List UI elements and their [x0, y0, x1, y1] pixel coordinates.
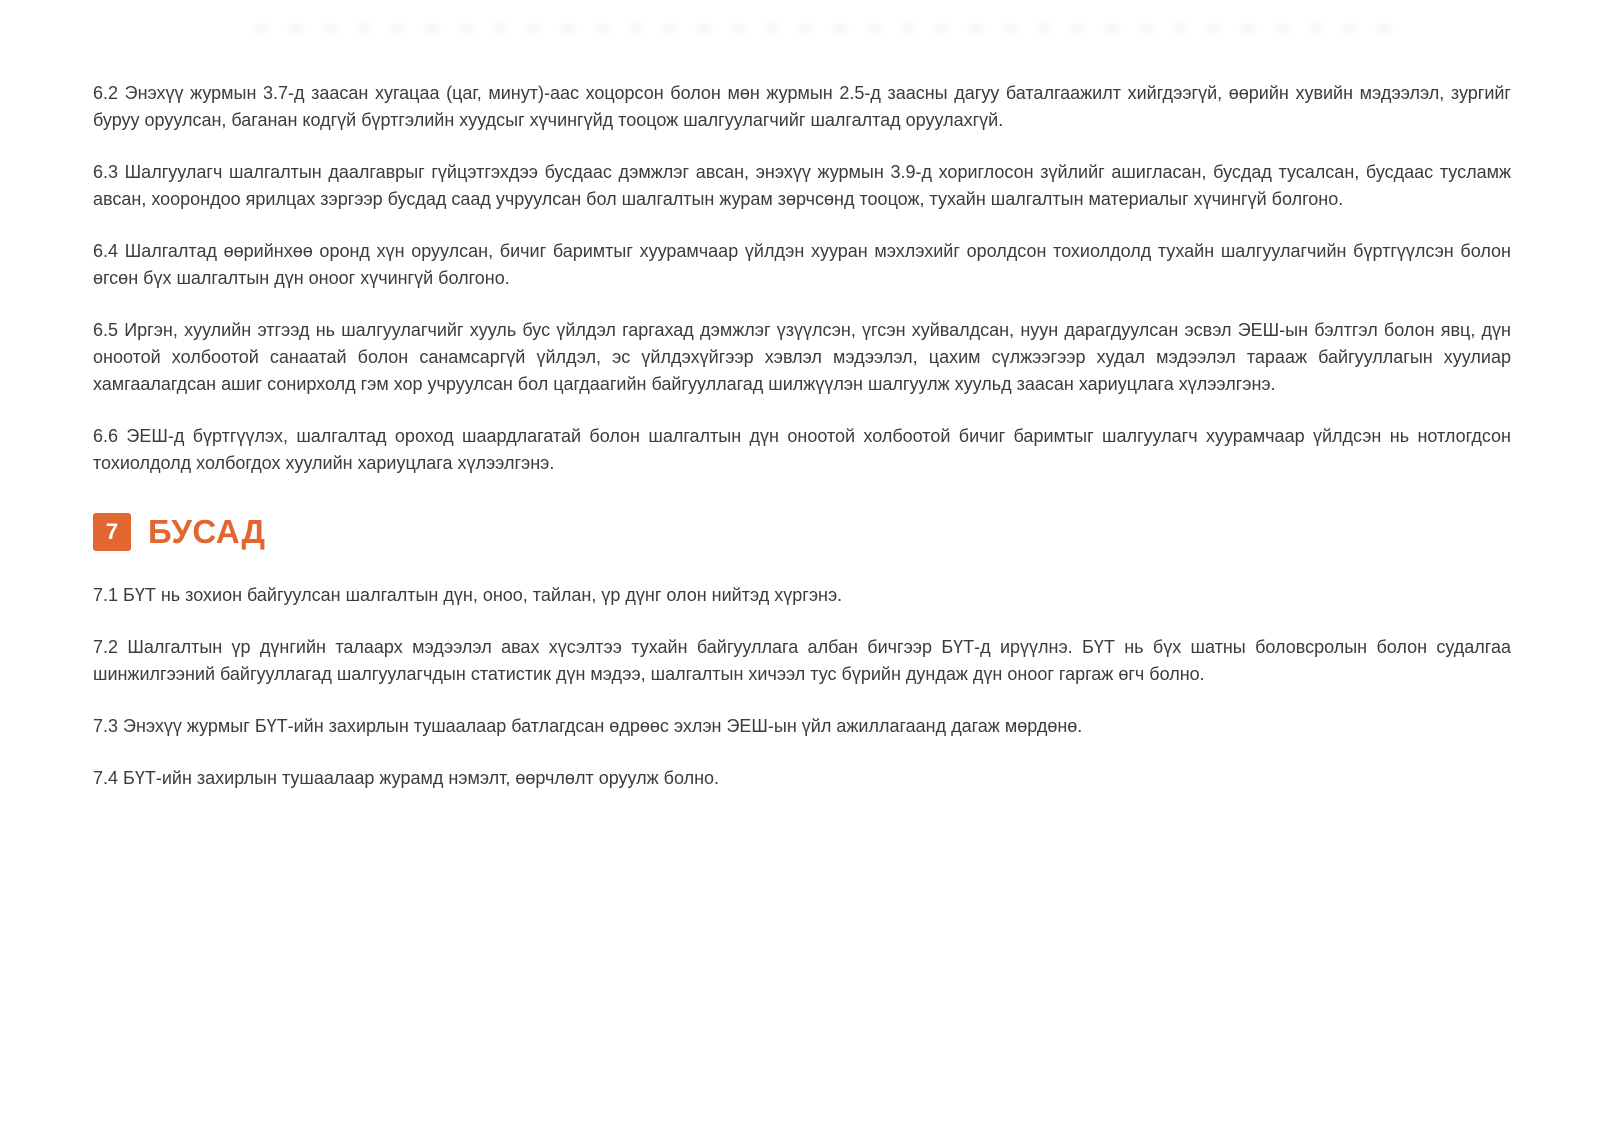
section-7-header: [93, 513, 1511, 551]
clause-6-4: 6.4 Шалгалтад өөрийнхөө оронд хүн оруулсан, бичиг баримтыг хуурамчаар үйлдэн хууран мэхлэхийг оролдсон тохиолдолд тухайн шалгуулагчийн бүртгүүлсэн болон өгсөн бүх шалгалтын дүн оноог хүчингүй болгоно.: [93, 241, 1511, 288]
clause-7-3: 7.3 Энэхүү журмыг БҮТ-ийн захирлын тушаалаар батлагдсан өдрөөс эхлэн ЭЕШ-ын үйл ажиллагаанд дагаж мөрдөнө.: [93, 716, 1083, 736]
clause-7-2: 7.2 Шалгалтын үр дүнгийн талаарх мэдээлэл авах хүсэлтээ тухайн байгууллага албан бичгээр БҮТ-д ирүүлнэ. БҮТ нь бүх шатны боловсролын болон судалгаа шинжилгээний байгууллагад шалгуулагчдын статистик дүн мэдээ, шалгалтын хичээл тус бүрийн дундаж дүн оноог гаргаж өгч болно.: [93, 637, 1511, 684]
clause-6-5: 6.5 Иргэн, хуулийн этгээд нь шалгуулагчийг хууль бус үйлдэл гаргахад дэмжлэг үзүүлсэн, үгсэн хуйвалдсан, нуун дарагдуулсан эсвэл ЭЕШ-ын бэлтгэл болон явц, дүн оноотой холбоотой санаатай болон санамсаргүй үйлдэл, эс үйлдэхүйгээр хэвлэл мэдээлэл, цахим сүлжээгээр худал мэдээлэл тарааж байгууллагын хуулиар хамгаалагдсан ашиг сонирхолд гэм хор учруулсан бол цагдаагийн байгууллагад шилжүүлэн шалгуулж хуульд заасан хариуцлага хүлээлгэнэ.: [93, 320, 1511, 394]
scan-artifact: [255, 24, 1395, 33]
section-title: БУСАД: [148, 513, 266, 550]
clause-7-1: 7.1 БҮТ нь зохион байгуулсан шалгалтын дүн, оноо, тайлан, үр дүнг олон нийтэд хүргэнэ.: [93, 585, 843, 605]
clause-6-2: 6.2 Энэхүү журмын 3.7-д заасан хугацаа (цаг, минут)-аас хоцорсон болон мөн журмын 2.5-д заасны дагуу баталгаажилт хийгдээгүй, өөрийн хувийн мэдээлэл, зургийг буруу оруулсан, баганан кодгүй бүртгэлийн хуудсыг хүчингүйд тооцож шалгуулагчийг шалгалтад оруулахгүй.: [93, 83, 1511, 130]
clause-6-6: 6.6 ЭЕШ-д бүртгүүлэх, шалгалтад ороход шаардлагатай болон шалгалтын дүн оноотой холбоотой бичиг баримтыг шалгуулагч хуурамчаар үйлдсэн нь нотлогдсон тохиолдолд холбогдох хуулийн хариуцлага хүлээлгэнэ.: [93, 426, 1511, 473]
clause-6-3: 6.3 Шалгуулагч шалгалтын даалгаврыг гүйцэтгэхдээ бусдаас дэмжлэг авсан, энэхүү журмын 3.9-д хориглосон зүйлийг ашигласан, бусдад тусалсан, бусдаас тусламж авсан, хоорондоо ярилцах зэргээр бусдад саад учруулсан бол шалгалтын журам зөрчсөнд тооцож, тухайн шалгалтын материалыг хүчингүй болгоно.: [93, 162, 1511, 209]
section-number-badge: 7: [93, 513, 131, 551]
clause-7-4: 7.4 БҮТ-ийн захирлын тушаалаар журамд нэмэлт, өөрчлөлт оруулж болно.: [93, 768, 720, 788]
document-content: [93, 80, 1511, 817]
